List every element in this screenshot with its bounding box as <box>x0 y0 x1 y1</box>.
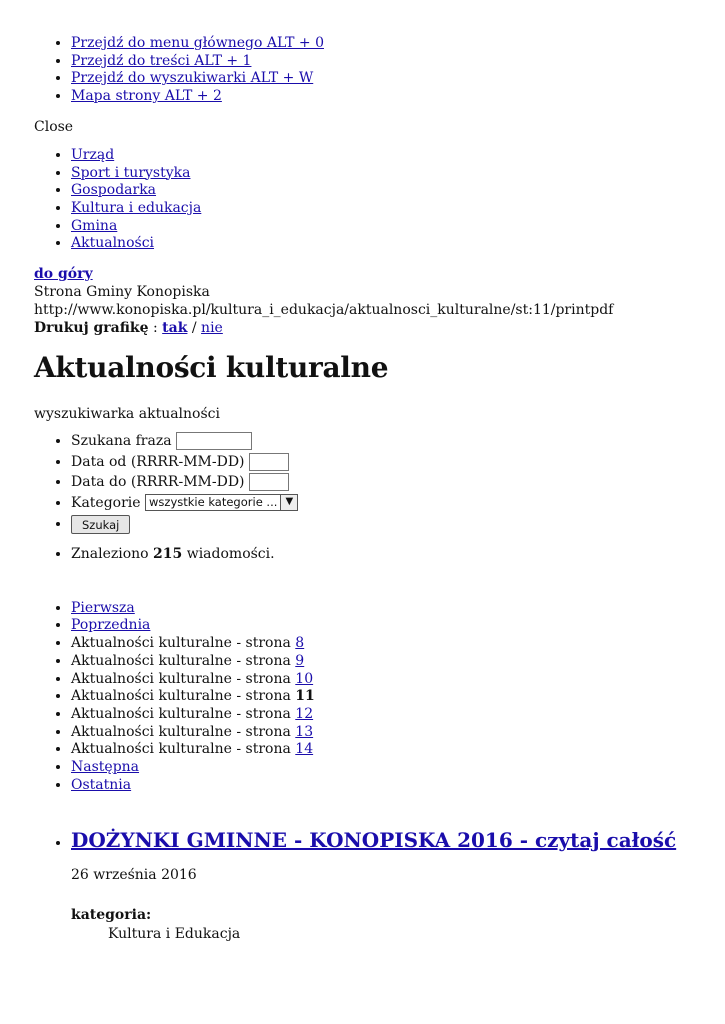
print-header <box>34 265 725 337</box>
print-graphics-yes-link[interactable] <box>162 320 187 336</box>
main-menu-item <box>71 165 725 183</box>
menu-link-kultura[interactable]: Kultura i edukacja <box>71 199 202 216</box>
results-prefix: Znaleziono <box>71 546 154 563</box>
news-item <box>71 828 725 944</box>
search-phrase-input[interactable] <box>176 432 252 450</box>
sitemap-link[interactable]: Mapa strony ALT + 2 <box>71 88 222 105</box>
back-to-top-link[interactable] <box>34 266 93 282</box>
page-label: Aktualności kulturalne - strona <box>71 741 296 758</box>
main-menu-item <box>71 235 725 253</box>
current-page: 11 <box>295 688 315 705</box>
search-button[interactable]: Szukaj <box>71 515 130 534</box>
skip-link-item <box>71 53 725 71</box>
main-menu <box>34 147 725 253</box>
skip-link-item <box>71 35 725 53</box>
search-phrase-row <box>71 431 725 452</box>
site-name: Strona Gminy Konopiska <box>34 284 210 301</box>
pagination-item <box>71 653 725 671</box>
results-count-item <box>71 546 725 564</box>
news-meta <box>71 906 725 944</box>
page-link-13[interactable]: 13 <box>295 723 314 740</box>
page-label: Aktualności kulturalne - strona <box>71 688 296 705</box>
news-date: 26 września 2016 <box>71 867 197 884</box>
page-label: Aktualności kulturalne - strona <box>71 652 296 669</box>
main-menu-item <box>71 218 725 236</box>
search-phrase-label: Szukana fraza <box>71 433 172 450</box>
pagination-item <box>71 671 725 689</box>
print-graphics-no-link[interactable]: nie <box>201 320 223 337</box>
back-to-top-label: do góry <box>34 266 93 283</box>
search-form <box>34 431 725 534</box>
results-number: 215 <box>153 546 183 563</box>
page-link-8[interactable]: 8 <box>295 635 305 652</box>
print-graphics-yes-label: tak <box>162 320 188 337</box>
menu-link-aktualnosci[interactable]: Aktualności <box>71 235 155 252</box>
page-link-12[interactable]: 12 <box>295 705 314 722</box>
main-menu-item <box>71 182 725 200</box>
pagination <box>34 600 725 795</box>
page-label: Aktualności kulturalne - strona <box>71 705 296 722</box>
date-to-label: Data do (RRRR-MM-DD) <box>71 474 245 491</box>
print-graphics-label: Drukuj grafikę <box>34 320 149 337</box>
page-link-9[interactable]: 9 <box>295 652 305 669</box>
skip-to-content-link[interactable]: Przejdź do treści ALT + 1 <box>71 52 252 69</box>
pagination-item <box>71 617 725 635</box>
last-page-link[interactable]: Ostatnia <box>71 776 132 793</box>
skip-to-menu-link[interactable]: Przejdź do menu głównego ALT + 0 <box>71 35 324 51</box>
skip-link-item <box>71 88 725 106</box>
results-suffix: wiadomości. <box>182 546 275 563</box>
page-link-14[interactable]: 14 <box>295 741 314 758</box>
page-label: Aktualności kulturalne - strona <box>71 723 296 740</box>
search-caption: wyszukiwarka aktualności <box>34 406 220 423</box>
menu-link-gmina[interactable]: Gmina <box>71 217 118 234</box>
page-title: Aktualności kulturalne <box>34 351 389 385</box>
close-button[interactable]: Close <box>34 118 74 135</box>
pagination-item <box>71 741 725 759</box>
skip-to-search-link[interactable]: Przejdź do wyszukiwarki ALT + W <box>71 70 314 87</box>
first-page-link[interactable]: Pierwsza <box>71 599 135 616</box>
date-from-input[interactable] <box>249 453 289 471</box>
page-label: Aktualności kulturalne - strona <box>71 635 296 652</box>
news-category-value: Kultura i Edukacja <box>108 926 241 943</box>
pagination-item <box>71 635 725 653</box>
pagination-item <box>71 706 725 724</box>
pagination-item <box>71 777 725 795</box>
chevron-down-icon[interactable]: ▼ <box>280 495 297 510</box>
category-label: Kategorie <box>71 494 141 511</box>
menu-link-sport[interactable]: Sport i turystyka <box>71 164 191 181</box>
pagination-item <box>71 759 725 777</box>
news-category-label: kategoria: <box>71 907 152 924</box>
date-to-row <box>71 472 725 493</box>
news-title-link[interactable]: DOŻYNKI GMINNE - KONOPISKA 2016 - czytaj całość <box>71 828 677 853</box>
print-graphics-colon: : <box>148 320 163 337</box>
category-select[interactable] <box>145 494 298 511</box>
print-url: http://www.konopiska.pl/kultura_i_edukacja/aktualnosci_kulturalne/st:11/printpdf <box>34 302 614 319</box>
print-graphics-separator: / <box>187 320 202 337</box>
pagination-item <box>71 724 725 742</box>
date-from-label: Data od (RRRR-MM-DD) <box>71 453 245 470</box>
category-select-value: wszystkie kategorie ... <box>149 495 278 510</box>
news-title <box>71 828 725 852</box>
search-submit-row <box>71 513 725 534</box>
skip-links <box>34 0 725 106</box>
prev-page-link[interactable]: Poprzednia <box>71 617 151 634</box>
print-graphics-row <box>34 319 725 337</box>
date-from-row <box>71 452 725 473</box>
pagination-item <box>71 600 725 618</box>
main-menu-item <box>71 147 725 165</box>
page-label: Aktualności kulturalne - strona <box>71 670 296 687</box>
results-count <box>34 546 725 564</box>
news-list <box>34 828 725 944</box>
category-row <box>71 493 725 514</box>
next-page-link[interactable]: Następna <box>71 759 140 776</box>
page-link-10[interactable]: 10 <box>295 670 314 687</box>
skip-link-item <box>71 70 725 88</box>
pagination-item <box>71 688 725 706</box>
main-menu-item <box>71 200 725 218</box>
date-to-input[interactable] <box>249 473 289 491</box>
menu-link-urzad[interactable]: Urząd <box>71 146 115 163</box>
menu-link-gospodarka[interactable]: Gospodarka <box>71 182 157 199</box>
